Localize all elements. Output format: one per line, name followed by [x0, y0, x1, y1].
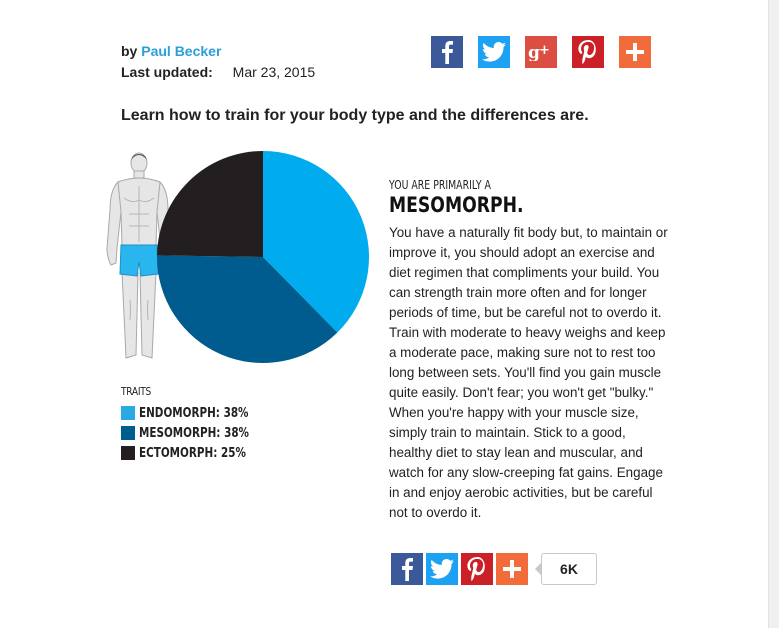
share-bar-top: [431, 36, 651, 68]
result-panel: [389, 178, 671, 523]
pie-slice-ectomorph: [157, 151, 263, 257]
plus-icon: [503, 560, 521, 578]
more-share-button-bottom[interactable]: [496, 553, 528, 585]
more-share-button[interactable]: [619, 36, 651, 68]
twitter-icon: [482, 42, 506, 62]
legend-label-endomorph: ENDOMORPH: 38%: [139, 405, 249, 421]
legend-item-ectomorph: [121, 443, 276, 463]
pinterest-icon: [578, 40, 598, 64]
last-updated-label: Last updated:: [121, 64, 213, 80]
result-description: You have a naturally fit body but, to maintain or improve it, you should adopt an exercise and diet regimen that compliments your build. You can strength train more often and for longer periods of time, but be careful not to overdo it. Train with moderate to heavy weighs and keep a moderate pace, making sure not to rest too long between sets. You'll find you gain muscle quite easily. Don't fear; you won't get "bulky." When you're happy with your muscle size, simply train to maintain. Stick to a good, healthy diet to stay lean and muscular, and watch for any slow-creeping fat gains. Engage in and enjoy aerobic activities, but be careful not to overdo it.: [389, 225, 668, 520]
twitter-share-button[interactable]: [478, 36, 510, 68]
svg-text:g: g: [528, 43, 540, 61]
twitter-share-button-bottom[interactable]: [426, 553, 458, 585]
pinterest-share-button-bottom[interactable]: [461, 553, 493, 585]
legend-swatch-mesomorph: [121, 426, 135, 440]
pinterest-icon: [467, 557, 487, 581]
legend-item-endomorph: [121, 403, 276, 423]
intro-heading: Learn how to train for your body type and the differences are.: [121, 107, 589, 124]
body-type-pie-chart: [156, 150, 370, 364]
byline-prefix: by: [121, 43, 142, 59]
google-plus-share-button[interactable]: [525, 36, 557, 68]
facebook-icon: [440, 40, 454, 64]
facebook-share-button[interactable]: [431, 36, 463, 68]
legend-label-ectomorph: ECTOMORPH: 25%: [139, 445, 246, 461]
legend-label-mesomorph: MESOMORPH: 38%: [139, 425, 249, 441]
google-plus-icon: [528, 43, 554, 61]
share-count-arrow: [535, 563, 541, 575]
vertical-scrollbar[interactable]: [768, 0, 779, 628]
share-count: [535, 553, 597, 585]
author-link[interactable]: Paul Becker: [141, 43, 222, 59]
result-kicker: YOU ARE PRIMARILY A: [389, 178, 491, 192]
share-bar-bottom: [391, 553, 597, 585]
legend-swatch-ectomorph: [121, 446, 135, 460]
twitter-icon: [430, 559, 454, 579]
traits-legend: [121, 403, 276, 463]
last-updated: [121, 64, 315, 80]
traits-title: TRAITS: [121, 385, 152, 398]
facebook-icon: [400, 557, 414, 581]
facebook-share-button-bottom[interactable]: [391, 553, 423, 585]
svg-text:+: +: [539, 43, 550, 58]
plus-icon: [626, 43, 644, 61]
byline: [121, 43, 221, 59]
last-updated-date: Mar 23, 2015: [232, 64, 316, 80]
legend-swatch-endomorph: [121, 406, 135, 420]
result-body-type: MESOMORPH.: [389, 193, 524, 217]
pinterest-share-button[interactable]: [572, 36, 604, 68]
share-count-value: 6K: [541, 553, 597, 585]
legend-item-mesomorph: [121, 423, 276, 443]
